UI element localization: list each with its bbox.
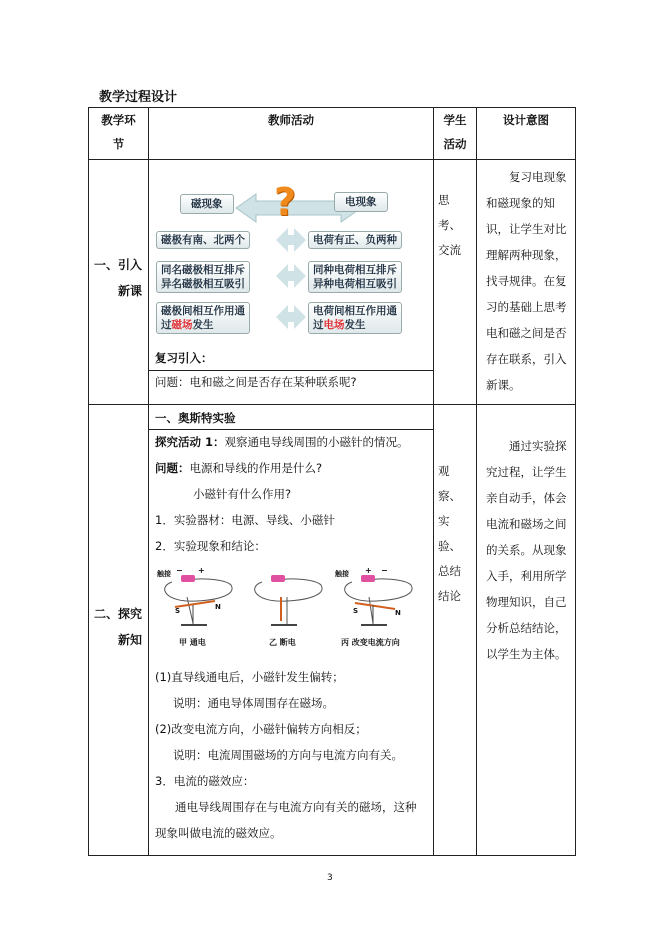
student-activity-intro: 思考、交流: [434, 160, 477, 405]
magnet-pair-2: 同名磁极相互排斥 异名磁极相互吸引: [156, 261, 250, 293]
design-intent-explore: 通过实验探究过程，让学生亲自动手，体会电流和磁场之间的关系。从现象入手，利用所学物理知识，自己分析总结结论，以学生为主体。: [477, 405, 576, 856]
caption-c: 丙 改变电流方向: [341, 638, 400, 647]
magnet-pair-1: 磁极有南、北两个: [156, 231, 250, 249]
activity-1: 探究活动 1：观察通电导线周围的小磁针的情况。: [155, 435, 409, 449]
student-activity-explore: 观察、实验、总结结论: [434, 405, 477, 856]
magnet-title: 磁现象: [180, 194, 234, 214]
battery-icon: [181, 575, 195, 582]
teacher-activity-explore: [149, 405, 434, 856]
page-number: 3: [327, 873, 333, 883]
double-arrow-1: [276, 228, 306, 252]
effect-line-2: 现象叫做电流的磁效应。: [155, 826, 282, 840]
touch-label-c: 触接: [335, 570, 349, 578]
item-3: 3．电流的磁效应：: [155, 774, 255, 788]
setup-a: [165, 575, 232, 625]
stage-exploration: 二、探究新知: [89, 405, 149, 856]
design-intent-intro: 复习电现象和磁现象的知识，让学生对比理解两种现象，找寻规律。在复习的基础上思考电和磁之间是否存在联系，引入新课。: [477, 160, 576, 405]
touch-label-a: 触接: [157, 570, 171, 578]
effect-line-1: 通电导线周围存在与电流方向有关的磁场，这种: [175, 800, 417, 814]
observation-1-note: 说明：通电导体周围存在磁场。: [173, 696, 334, 710]
n-label-c: N: [395, 609, 401, 617]
divider: [149, 370, 433, 371]
plus-label-c: +: [365, 566, 372, 575]
s-label-c: S: [353, 607, 359, 615]
row-exploration: [89, 405, 576, 856]
observation-2-note: 说明：电流周围磁场的方向与电流方向有关。: [173, 748, 403, 762]
header-row: [89, 108, 576, 160]
question-2: 小磁针有什么作用?: [193, 487, 292, 501]
intro-question: 问题：电和磁之间是否存在某种联系呢?: [155, 375, 357, 389]
question-mark-icon: ?: [274, 180, 297, 224]
electric-pair-3: 电荷间相互作用通 过电场发生: [308, 302, 402, 334]
question-1: 问题：电源和导线的作用是什么?: [155, 461, 323, 475]
comparison-graphic: [156, 180, 426, 336]
oersted-figure: [157, 565, 427, 651]
review-label: 复习引入：: [155, 351, 213, 365]
minus-label-c: −: [381, 566, 388, 575]
s-label-a: S: [175, 607, 181, 615]
double-arrow-3: [276, 305, 306, 329]
setup-c: [345, 575, 412, 625]
caption-a: 甲 通电: [179, 638, 206, 647]
section-title: 教学过程设计: [99, 90, 178, 105]
header-stage: 教学环节: [89, 108, 149, 160]
needle-icon: [355, 603, 395, 609]
caption-b: 乙 断电: [269, 638, 296, 647]
row-introduction: [89, 160, 576, 405]
oersted-heading: 一、奥斯特实验: [155, 411, 236, 425]
observation-1: (1)直导线通电后，小磁针发生偏转；: [155, 670, 344, 684]
stage-introduction: 一、引入新课: [89, 160, 149, 405]
battery-icon: [271, 575, 285, 582]
divider: [149, 429, 433, 430]
setup-b: [255, 575, 322, 625]
electric-title: 电现象: [334, 192, 388, 212]
observation-2: (2)改变电流方向，小磁针偏转方向相反；: [155, 722, 367, 736]
needle-icon: [175, 601, 215, 607]
electric-pair-1: 电荷有正、负两种: [308, 231, 402, 249]
lesson-table: [88, 107, 576, 856]
n-label-a: N: [215, 603, 221, 611]
teacher-activity-intro: [149, 160, 434, 405]
header-student: 学生活动: [434, 108, 477, 160]
minus-label-a: −: [176, 566, 183, 575]
double-arrow-2: [276, 264, 306, 288]
item-1: 1．实验器材：电源、导线、小磁针: [155, 513, 335, 527]
item-2: 2．实验现象和结论：: [155, 539, 266, 553]
magnet-pair-3: 磁极间相互作用通 过磁场发生: [156, 302, 250, 334]
electric-pair-2: 同种电荷相互排斥 异种电荷相互吸引: [308, 261, 402, 293]
battery-icon: [361, 575, 375, 582]
plus-label-a: +: [198, 566, 205, 575]
header-design: 设计意图: [477, 108, 576, 160]
header-teacher: 教师活动: [149, 108, 434, 160]
